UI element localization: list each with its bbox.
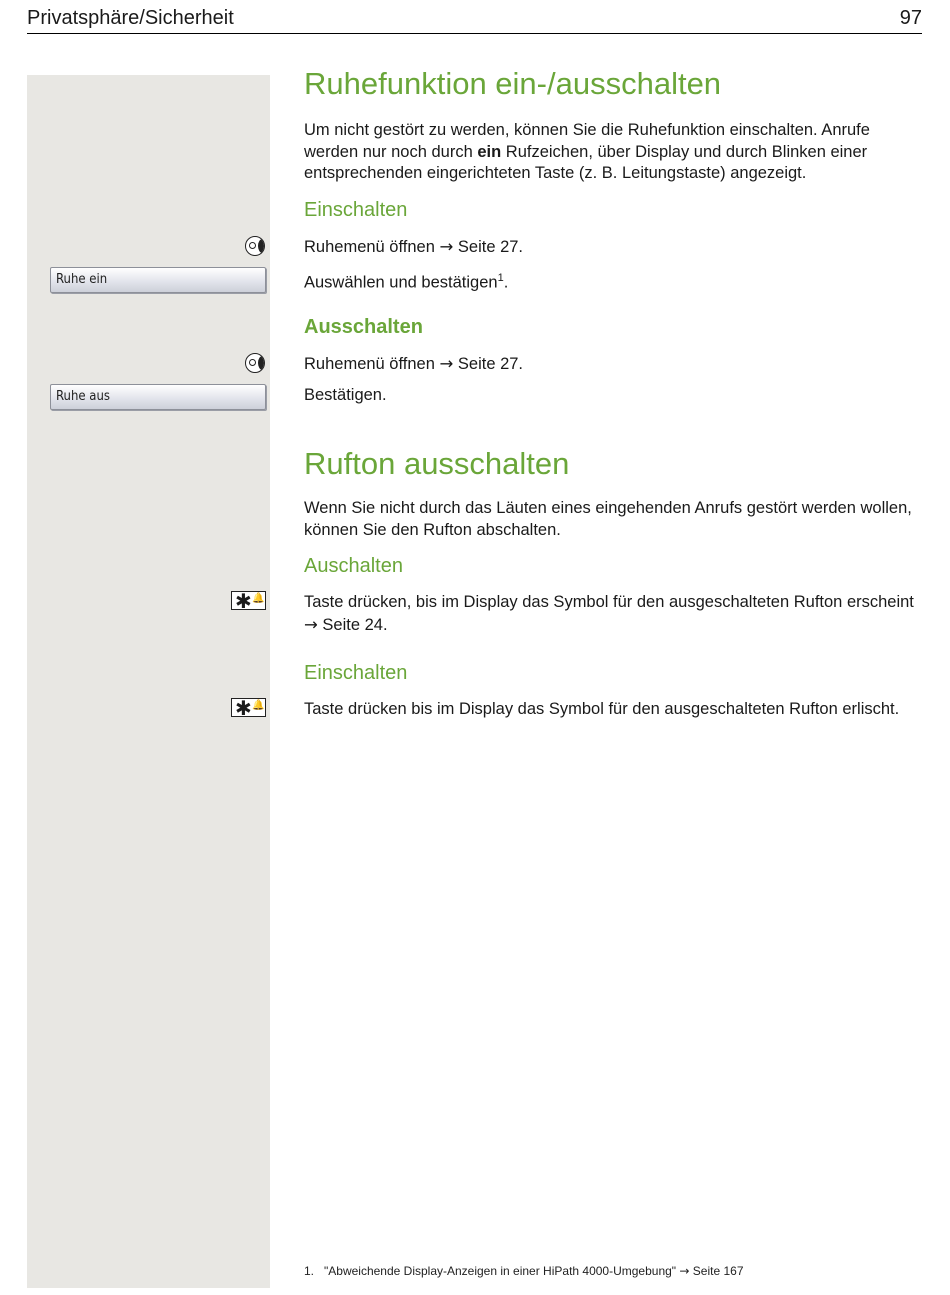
step-open-rest-menu-off: Ruhemenü öffnen → Seite 27. xyxy=(304,354,524,373)
section-title-ruhefunktion: Ruhefunktion ein-/ausschalten xyxy=(304,66,722,101)
section-intro-ruhefunktion: Um nicht gestört zu werden, können Sie die Ruhefunktion einschalten. Anrufe werden nur noch durch ein Rufzeichen, über Display und durch Blinken einer entsprechenden eingerichteten Taste (z. B. Leitungstaste) angezeigt. xyxy=(304,121,870,182)
side-panel xyxy=(27,75,270,1288)
step-select-confirm: Auswählen und bestätigen$^1$. xyxy=(304,272,509,292)
subheading-einschalten: Einschalten xyxy=(304,199,408,221)
ruhe-ein-button[interactable]: Ruhe ein xyxy=(50,267,266,293)
star-bell-key-icon[interactable]: ✱ 🔔 xyxy=(231,698,266,717)
section-intro-rufton: Wenn Sie nicht durch das Läuten eines eingehenden Anrufs gestört werden wollen, können Sie den Rufton abschalten. xyxy=(304,499,912,539)
chapter-title: Privatsphäre/Sicherheit xyxy=(27,7,234,29)
subheading-einschalten-rufton: Einschalten xyxy=(304,662,408,684)
step-confirm: Bestätigen. xyxy=(304,386,387,404)
step-ringer-off: Taste drücken, bis im Display das Symbol für den ausgeschalteten Rufton erscheint → Seite 24. xyxy=(304,593,914,634)
step-ringer-on: Taste drücken bis im Display das Symbol für den ausgeschalteten Rufton erlischt. xyxy=(304,700,900,718)
navigator-icon[interactable] xyxy=(245,236,265,256)
star-bell-key-icon[interactable]: ✱ 🔔 xyxy=(231,591,266,610)
subheading-ausschalten: Ausschalten xyxy=(304,316,423,338)
navigator-icon[interactable] xyxy=(245,353,265,373)
page-number: 97 xyxy=(899,7,922,29)
page-header xyxy=(27,6,922,34)
subheading-auschalten: Auschalten xyxy=(304,555,403,577)
ruhe-aus-button[interactable]: Ruhe aus xyxy=(50,384,266,410)
step-open-rest-menu: Ruhemenü öffnen → Seite 27. xyxy=(304,237,524,256)
section-title-rufton: Rufton ausschalten xyxy=(304,446,570,481)
footnote: 1. "Abweichende Display-Anzeigen in einer HiPath 4000-Umgebung" → Seite 167 xyxy=(304,1264,744,1278)
